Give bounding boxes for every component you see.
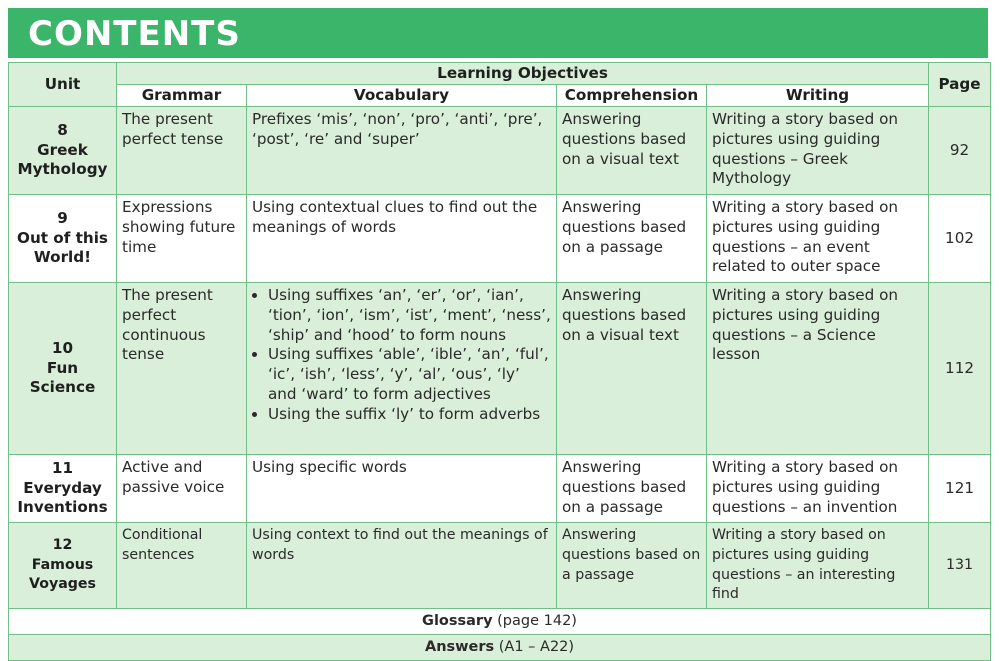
grammar-cell: Active and passive voice xyxy=(117,455,247,523)
unit-name: Fun Science xyxy=(29,358,96,397)
vocabulary-cell: Using context to find out the meanings of words xyxy=(247,523,557,609)
comprehension-cell: Answering questions based on a passage xyxy=(557,455,707,523)
vocabulary-cell: Using specific words xyxy=(247,455,557,523)
unit-row xyxy=(9,195,991,283)
unit-name: Out of this World! xyxy=(17,228,108,267)
answers-row xyxy=(9,635,991,661)
writing-cell: Writing a story based on pictures using guiding questions – an event related to outer space xyxy=(707,195,929,283)
answers-detail: (A1 – A22) xyxy=(498,638,575,655)
page-number-cell: 92 xyxy=(929,107,991,195)
answers-label: Answers xyxy=(424,638,495,655)
unit-number: 9 xyxy=(57,208,68,227)
unit-cell xyxy=(9,523,117,609)
learning-objectives-header: Learning Objectives xyxy=(117,63,929,85)
vocabulary-cell xyxy=(247,283,557,455)
answers-cell xyxy=(9,635,991,661)
grammar-header: Grammar xyxy=(117,85,247,107)
unit-row xyxy=(9,107,991,195)
unit-number: 10 xyxy=(51,338,74,357)
unit-row xyxy=(9,523,991,609)
writing-header: Writing xyxy=(707,85,929,107)
unit-name: Everyday Inventions xyxy=(17,478,108,517)
unit-cell xyxy=(9,195,117,283)
vocabulary-cell: Using contextual clues to find out the meanings of words xyxy=(247,195,557,283)
unit-row xyxy=(9,455,991,523)
unit-number: 12 xyxy=(52,536,73,553)
vocabulary-list xyxy=(252,286,551,425)
glossary-detail: (page 142) xyxy=(497,612,577,629)
grammar-cell: The present perfect tense xyxy=(117,107,247,195)
unit-name: Greek Mythology xyxy=(17,140,108,179)
glossary-cell xyxy=(9,609,991,635)
writing-cell: Writing a story based on pictures using guiding questions – an invention xyxy=(707,455,929,523)
unit-number: 8 xyxy=(57,120,68,139)
vocabulary-header: Vocabulary xyxy=(247,85,557,107)
page-number-cell: 102 xyxy=(929,195,991,283)
comprehension-header: Comprehension xyxy=(557,85,707,107)
unit-cell xyxy=(9,455,117,523)
comprehension-cell: Answering questions based on a passage xyxy=(557,523,707,609)
unit-header: Unit xyxy=(9,63,117,107)
grammar-cell: Expressions showing future time xyxy=(117,195,247,283)
unit-cell xyxy=(9,283,117,455)
writing-cell: Writing a story based on pictures using guiding questions – an interesting find xyxy=(707,523,929,609)
glossary-label: Glossary xyxy=(422,612,493,629)
unit-name: Famous Voyages xyxy=(29,556,96,593)
comprehension-cell: Answering questions based on a passage xyxy=(557,195,707,283)
vocabulary-cell: Prefixes ‘mis’, ‘non’, ‘pro’, ‘anti’, ‘pre’, ‘post’, ‘re’ and ‘super’ xyxy=(247,107,557,195)
grammar-cell: Conditional sentences xyxy=(117,523,247,609)
comprehension-cell: Answering questions based on a visual text xyxy=(557,283,707,455)
unit-number: 11 xyxy=(51,458,74,477)
page-header: Page xyxy=(929,63,991,107)
page-number-cell: 131 xyxy=(929,523,991,609)
page-number-cell: 112 xyxy=(929,283,991,455)
vocabulary-list-item: • Using suffixes ‘able’, ‘ible’, ‘an’, ‘ful’, ‘ic’, ‘ish’, ‘less’, ‘y’, ‘al’, ‘ous’, ‘ly’ and ‘ward’ to form adjectives xyxy=(268,345,551,404)
header-row-sub xyxy=(9,85,991,107)
grammar-cell: The present perfect continuous tense xyxy=(117,283,247,455)
writing-cell: Writing a story based on pictures using guiding questions – a Science lesson xyxy=(707,283,929,455)
vocabulary-list-item: • Using the suffix ‘ly’ to form adverbs xyxy=(268,405,551,425)
writing-cell: Writing a story based on pictures using guiding questions – Greek Mythology xyxy=(707,107,929,195)
glossary-row xyxy=(9,609,991,635)
contents-title: CONTENTS xyxy=(8,8,988,58)
page-number-cell: 121 xyxy=(929,455,991,523)
unit-row xyxy=(9,283,991,455)
unit-cell xyxy=(9,107,117,195)
header-row-top xyxy=(9,63,991,85)
comprehension-cell: Answering questions based on a visual text xyxy=(557,107,707,195)
vocabulary-list-item: • Using suffixes ‘an’, ‘er’, ‘or’, ‘ian’, ‘tion’, ‘ion’, ‘ism’, ‘ist’, ‘ment’, ‘ness’, ‘ship’ and ‘hood’ to form nouns xyxy=(268,286,551,345)
contents-table xyxy=(8,62,991,661)
